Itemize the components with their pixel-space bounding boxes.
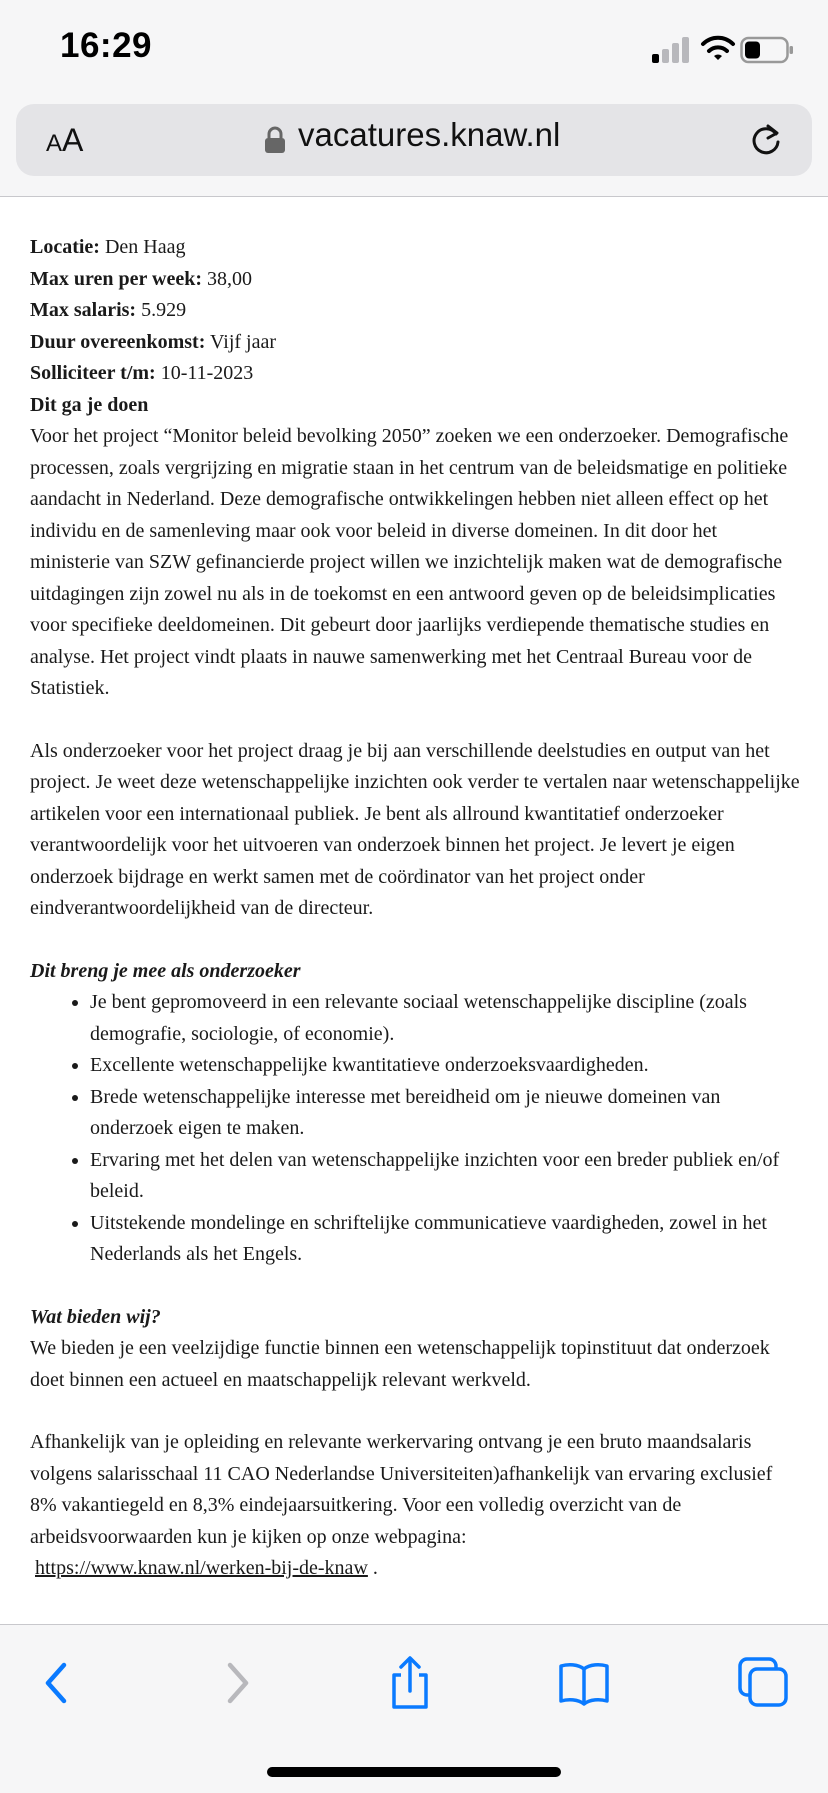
address-bar[interactable]	[16, 104, 812, 176]
chevron-left-icon[interactable]	[30, 1655, 86, 1711]
list-item: • Je bent gepromoveerd in een relevante sociaal wetenschappelijke discipline (zoals demografie, sociologie, of economie).	[90, 987, 800, 1050]
tabs-icon[interactable]	[736, 1655, 792, 1711]
link-line: https://www.knaw.nl/werken-bij-de-knaw .	[35, 1557, 378, 1579]
paragraph-offer: We bieden je een veelzijdige functie binnen een wetenschappelijk topinstituut dat onderzoek doet binnen een actueel en maatschappelijk relevant werkveld.	[30, 1337, 770, 1391]
browser-address-area	[0, 100, 828, 197]
meta-deadline: Solliciteer t/m: 10-11-2023	[30, 362, 254, 384]
url-domain[interactable]: vacatures.knaw.nl	[298, 116, 561, 153]
meta-hours: Max uren per week: 38,00	[30, 267, 253, 290]
share-icon[interactable]	[382, 1655, 438, 1711]
requirements-list	[30, 987, 800, 1271]
text-size-button[interactable]: AA	[46, 122, 84, 158]
list-item: • Brede wetenschappelijke interesse met bereidheid om je nieuwe domeinen van onderzoek eigen te maken.	[90, 1082, 800, 1145]
book-icon[interactable]	[556, 1655, 612, 1711]
chevron-right-icon[interactable]	[208, 1655, 264, 1711]
list-item: • Uitstekende mondelinge en schriftelijke communicatieve vaardigheden, zowel in het Nederlands als het Engels.	[90, 1208, 800, 1271]
home-indicator[interactable]	[267, 1767, 561, 1777]
job-meta	[30, 232, 800, 390]
knaw-werken-link[interactable]: https://www.knaw.nl/werken-bij-de-knaw	[35, 1557, 368, 1579]
battery-icon	[740, 36, 794, 64]
browser-toolbar	[0, 1624, 828, 1793]
meta-salary: Max salaris: 5.929	[30, 299, 187, 321]
lock-icon	[264, 126, 286, 154]
section-heading-requirements: Dit breng je mee als onderzoeker	[30, 959, 301, 982]
paragraph-project: Voor het project “Monitor beleid bevolking 2050” zoeken we een onderzoeker. Demografische processen, zoals vergrijzing en migratie staan in het centrum van de beleidsmatige en politieke aandacht in Nederland. Deze demografische ontwikkelingen hebben niet alleen effect op het individu en de samenleving maar ook voor beleid in diverse domeinen. In dit door het ministerie van SZW gefinancierde project willen we inzichtelijk maken wat de demografische uitdagingen zijn zowel nu als in de toekomst en een antwoord geven op de beleidsimplicaties voor specifieke deeldomeinen. Dit gebeurt door jaarlijks verdiepende thematische studies en analyse. Het project vindt plaats in nauwe samenwerking met het Centraal Bureau voor de Statistiek.	[30, 425, 789, 699]
meta-location: Locatie: Den Haag	[30, 236, 186, 258]
wifi-icon	[700, 34, 736, 64]
section-heading-offer: Wat bieden wij?	[30, 1305, 161, 1328]
status-bar	[0, 0, 828, 100]
status-time: 16:29	[60, 26, 153, 65]
list-item: • Excellente wetenschappelijke kwantitatieve onderzoeksvaardigheden.	[90, 1050, 800, 1082]
page-content	[30, 232, 800, 1585]
meta-duration: Duur overeenkomst: Vijf jaar	[30, 330, 276, 353]
paragraph-role: Als onderzoeker voor het project draag je bij aan verschillende deelstudies en output van het project. Je weet deze wetenschappelijke inzichten ook verder te vertalen naar wetenschappelijke artikelen voor een internationaal publiek. Je bent als allround kwantitatief onderzoeker verantwoordelijk voor het uitvoeren van onderzoek binnen het project. Je levert je eigen onderzoek bijdrage en werkt samen met de coördinator van het project onder eindverantwoordelijkheid van de directeur.	[30, 739, 800, 919]
reload-icon[interactable]	[748, 122, 784, 158]
list-item: • Ervaring met het delen van wetenschappelijke inzichten voor een breder publiek en/of beleid.	[90, 1145, 800, 1208]
paragraph-salary: Afhankelijk van je opleiding en relevante werkervaring ontvang je een bruto maandsalaris volgens salarisschaal 11 CAO Nederlandse Universiteiten)afhankelijk van ervaring exclusief 8% vakantiegeld en 8,3% eindejaarsuitkering. Voor een volledig overzicht van de arbeidsvoorwaarden kun je kijken op onze webpagina:	[30, 1431, 773, 1548]
cellular-signal-icon	[652, 36, 692, 64]
section-heading-tasks: Dit ga je doen	[30, 393, 149, 416]
